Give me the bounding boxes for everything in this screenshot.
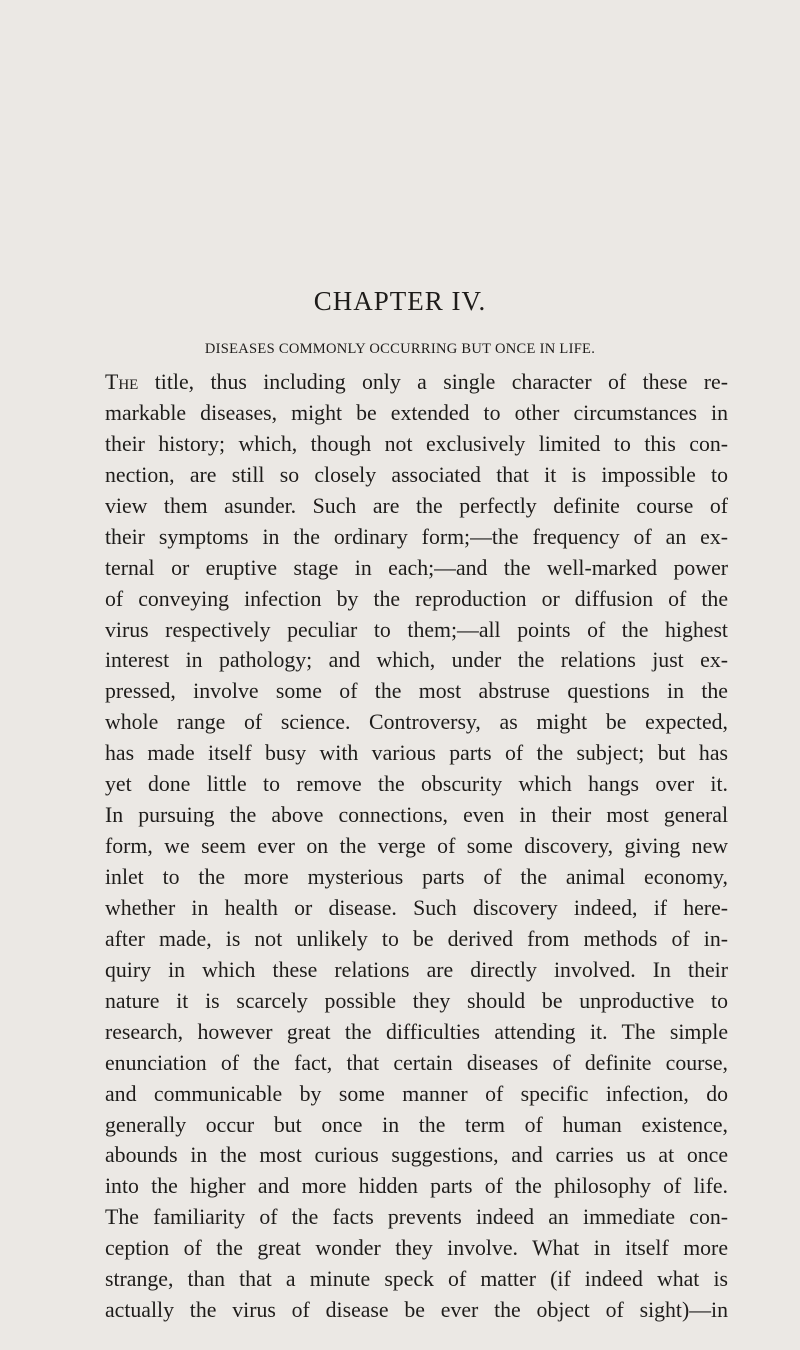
text-line: nature it is scarcely possible they should be unproductive to — [105, 988, 728, 1013]
text-line: markable diseases, might be extended to other circumstances in — [105, 400, 728, 425]
text-line: nection, are still so closely associated that it is impossible to — [105, 462, 728, 487]
text-line: their symptoms in the ordinary form;—the frequency of an ex- — [105, 524, 728, 549]
text-line: into the higher and more hidden parts of the philosophy of life. — [105, 1174, 728, 1199]
text-line: view them asunder. Such are the perfectly definite course of — [105, 493, 728, 518]
body-text — [105, 367, 728, 1326]
text-line: abounds in the most curious suggestions, and carries us at once — [105, 1143, 728, 1168]
text-line: inlet to the more mysterious parts of the animal economy, — [105, 865, 728, 889]
text-line: ternal or eruptive stage in each;—and the well-marked power — [105, 555, 728, 580]
small-caps-opening: The — [105, 370, 139, 394]
chapter-title: CHAPTER IV. — [313, 286, 487, 316]
text-line: The title, thus including only a single character of these re- — [105, 370, 728, 394]
text-line: of conveying infection by the reproduction or diffusion of the — [105, 586, 728, 611]
text-line: The familiarity of the facts prevents indeed an immediate con- — [105, 1205, 728, 1230]
text-line: has made itself busy with various parts of the subject; but has — [105, 741, 728, 766]
text-line: after made, is not unlikely to be derived from methods of in- — [105, 926, 728, 951]
text-line: strange, than that a minute speck of matter (if indeed what is — [105, 1267, 728, 1292]
text-line: yet done little to remove the obscurity which hangs over it. — [105, 772, 728, 797]
text-line: ception of the great wonder they involve. What in itself more — [105, 1236, 728, 1261]
text-line: generally occur but once in the term of human existence, — [105, 1112, 728, 1137]
text-line: research, however great the difficulties attending it. The simple — [105, 1019, 728, 1044]
text-line: whole range of science. Controversy, as might be expected, — [105, 710, 728, 735]
text-line: and communicable by some manner of specific infection, do — [105, 1081, 728, 1106]
text-line: whether in health or disease. Such discovery indeed, if here- — [105, 895, 728, 920]
chapter-subtitle: DISEASES COMMONLY OCCURRING BUT ONCE IN LIFE. — [204, 341, 596, 357]
text-line: actually the virus of disease be ever the object of sight)—in — [105, 1298, 728, 1323]
text-line: interest in pathology; and which, under the relations just ex- — [105, 648, 728, 673]
text-line: form, we seem ever on the verge of some discovery, giving new — [105, 834, 728, 859]
text-line: quiry in which these relations are directly involved. In their — [105, 957, 728, 982]
text-line: enunciation of the fact, that certain diseases of definite course, — [105, 1050, 728, 1075]
text-line: virus respectively peculiar to them;—all points of the highest — [105, 617, 728, 642]
text-line: their history; which, though not exclusively limited to this con- — [105, 431, 728, 456]
text-line: In pursuing the above connections, even in their most general — [105, 803, 728, 828]
text-line: pressed, involve some of the most abstruse questions in the — [105, 679, 728, 704]
